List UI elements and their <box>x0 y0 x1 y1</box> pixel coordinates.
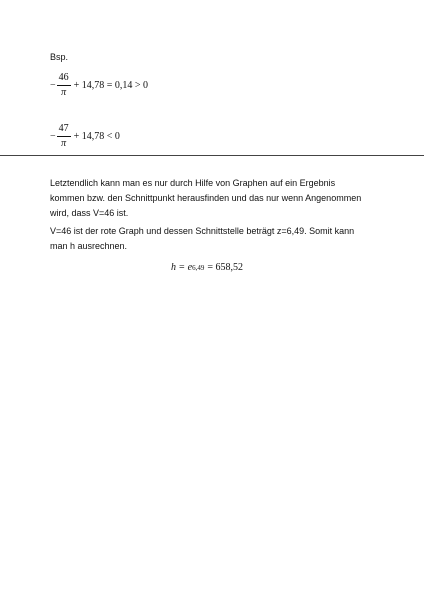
equation-3-rhs: = 658,52 <box>207 262 243 273</box>
equation-3-exponent: 6,49 <box>192 264 205 272</box>
paragraph-1-line-2: kommen bzw. den Schnittpunkt herausfinden und das nur wenn Angenommen <box>50 193 362 203</box>
equation-2-denominator: π <box>61 138 67 149</box>
paragraph-1 <box>50 176 361 221</box>
equation-2-numerator: 47 <box>57 123 71 137</box>
equation-2 <box>50 123 120 150</box>
equation-1-denominator: π <box>61 87 67 98</box>
paragraph-1-line-1: Letztendlich kann man es nur durch Hilfe von Graphen auf ein Ergebnis <box>50 178 336 188</box>
equation-1-fraction <box>57 72 71 99</box>
equation-2-rest: + 14,78 < 0 <box>73 130 120 142</box>
equation-1-rest: + 14,78 = 0,14 > 0 <box>73 79 149 91</box>
example-label: Bsp. <box>50 52 69 62</box>
paragraph-2 <box>50 224 354 254</box>
paragraph-2-line-1: V=46 ist der rote Graph und dessen Schnittstelle beträgt z=6,49. Somit kann <box>50 226 355 236</box>
equation-2-fraction <box>57 123 71 150</box>
paragraph-1-line-3: wird, dass V=46 ist. <box>50 208 129 218</box>
paragraph-2-line-2: man h ausrechnen. <box>50 241 128 251</box>
equation-3-lhs: h <box>171 262 176 273</box>
page-divider <box>0 155 424 156</box>
equation-1-minus: − <box>50 79 56 91</box>
equation-1-numerator: 46 <box>57 72 71 86</box>
equation-3-base: e <box>187 262 193 273</box>
equation-3-equals: = <box>179 262 185 273</box>
equation-1 <box>50 72 148 99</box>
equation-2-minus: − <box>50 130 56 142</box>
equation-3 <box>171 262 243 274</box>
